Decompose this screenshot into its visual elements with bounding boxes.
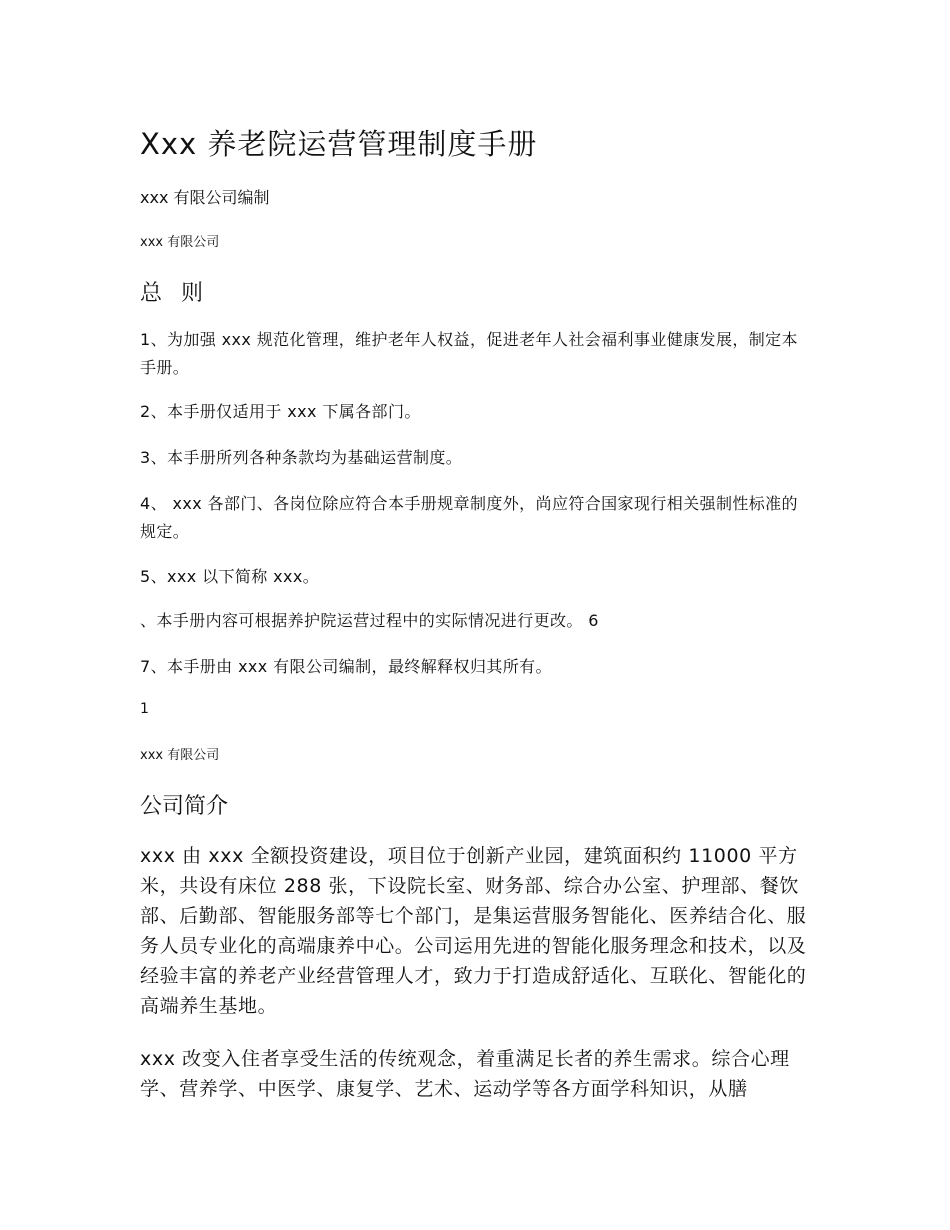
company-header-2: xxx 有限公司: [140, 748, 220, 763]
general-item-4: 4、 xxx 各部门、各岗位除应符合本手册规章制度外，尚应符合国家现行相关强制性标准的规定。: [140, 494, 798, 541]
general-item-5: 5、xxx 以下简称 xxx。: [140, 567, 320, 586]
general-item-2: 2、本手册仅适用于 xxx 下属各部门。: [140, 402, 421, 421]
document-title: Xxx 养老院运营管理制度手册: [140, 127, 538, 161]
company-header: xxx 有限公司: [140, 235, 220, 250]
section-heading-general: 总 则: [140, 281, 209, 306]
intro-paragraph-1: xxx 由 xxx 全额投资建设，项目位于创新产业园，建筑面积约 11000 平方米，共设有床位 288 张，下设院长室、财务部、综合办公室、护理部、餐饮部、后勤部、智能服务部等七个部门，是集运营服务智能化、医养结合化、服务人员专业化的高端康养中心。公司运用先进的智能化服务理念和技术，以及经验丰富的养老产业经营管理人才，致力于打造成舒适化、互联化、智能化的高端养生基地。: [140, 845, 807, 1017]
general-item-1: 1、为加强 xxx 规范化管理，维护老年人权益，促进老年人社会福利事业健康发展，制定本手册。: [140, 330, 798, 377]
general-item-3: 3、本手册所列各种条款均为基础运营制度。: [140, 448, 463, 467]
document-subtitle: xxx 有限公司编制: [140, 188, 270, 207]
general-item-7: 7、本手册由 xxx 有限公司编制，最终解释权归其所有。: [140, 657, 552, 676]
general-item-6: 、本手册内容可根据养护院运营过程中的实际情况进行更改。 6: [140, 611, 599, 630]
section-heading-intro: 公司简介: [140, 794, 229, 819]
intro-paragraph-2: xxx 改变入住者享受生活的传统观念，着重满足长者的养生需求。综合心理学、营养学、中医学、康复学、艺术、运动学等各方面学科知识，从膳: [140, 1048, 790, 1100]
page-number: 1: [140, 701, 149, 717]
